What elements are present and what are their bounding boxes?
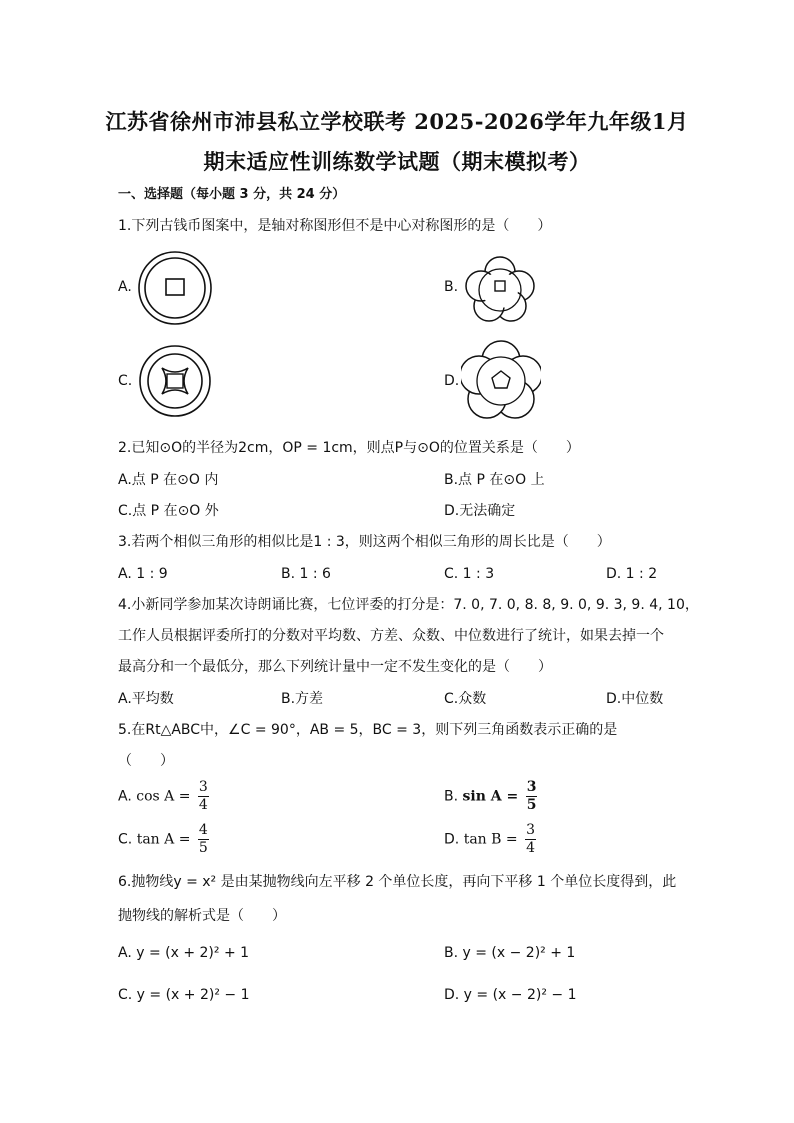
q5-option-a-fraction: $\frac{3}{4}$ <box>198 779 208 813</box>
question-3-stem: 3.若两个相似三角形的相似比是1 : 3，则这两个相似三角形的周长比是（ ） <box>118 534 611 550</box>
coin-a-image <box>136 249 214 327</box>
q4-option-b: B.方差 <box>281 691 324 707</box>
question-1-stem: 1.下列古钱币图案中，是轴对称图形但不是中心对称图形的是（ ） <box>118 218 552 234</box>
q6-option-d: D. y = (x − 2)² − 1 <box>444 987 577 1003</box>
q3-option-c: C. 1 : 3 <box>444 566 495 582</box>
question-5-line-2: （ ） <box>118 753 174 769</box>
q2-option-a: A.点 P 在⊙O 内 <box>118 472 219 488</box>
question-5-line-1: 5.在Rt△ABC中，∠C = 90°，AB = 5，BC = 3，则下列三角函数表示正确的是 <box>118 722 618 738</box>
question-6-line-2: 抛物线的解析式是（ ） <box>118 908 286 924</box>
q6-option-b: B. y = (x − 2)² + 1 <box>444 945 576 961</box>
q1-option-b-label: B. <box>444 279 459 295</box>
q5-option-c-fraction: $\frac{4}{5}$ <box>198 822 208 856</box>
q5-option-b: B. sin A = $\frac{3}{5}$ <box>444 779 537 813</box>
section-heading: 一、选择题（每小题 3 分，共 24 分） <box>118 187 346 202</box>
q3-option-d: D. 1 : 2 <box>606 566 658 582</box>
question-4-line-2: 工作人员根据评委所打的分数对平均数、方差、众数、中位数进行了统计，如果去掉一个 <box>118 628 664 644</box>
question-4-line-1: 4.小新同学参加某次诗朗诵比赛，七位评委的打分是：7. 0, 7. 0, 8. 8, 9. 0, 9. 3, 9. 4, 10， <box>118 597 699 613</box>
q4-option-d: D.中位数 <box>606 691 664 707</box>
coin-c-image <box>137 343 213 419</box>
question-6-line-1: 6.抛物线y = x² 是由某抛物线向左平移 2 个单位长度，再向下平移 1 个单位长度得到，此 <box>118 874 677 890</box>
coin-d-image <box>461 338 541 422</box>
q5-option-a: A. cos A = $\frac{3}{4}$ <box>118 779 208 813</box>
q4-option-c: C.众数 <box>444 691 487 707</box>
q3-option-b: B. 1 : 6 <box>281 566 331 582</box>
exam-title-line-2: 期末适应性训练数学试题（期末模拟考） <box>203 149 591 174</box>
q2-option-c: C.点 P 在⊙O 外 <box>118 503 219 519</box>
q1-option-d-label: D. <box>444 373 460 389</box>
q4-option-a: A.平均数 <box>118 691 174 707</box>
q5-option-d-fraction: $\frac{3}{4}$ <box>526 822 535 856</box>
q2-option-b: B.点 P 在⊙O 上 <box>444 472 545 488</box>
q5-option-b-fraction: $\frac{3}{5}$ <box>526 779 537 813</box>
q6-option-a: A. y = (x + 2)² + 1 <box>118 945 250 961</box>
coin-b-image <box>462 250 538 324</box>
question-2-stem: 2.已知⊙O的半径为2cm，OP = 1cm，则点P与⊙O的位置关系是（ ） <box>118 440 580 456</box>
q1-option-a-label: A. <box>118 279 132 295</box>
question-4-line-3: 最高分和一个最低分，那么下列统计量中一定不发生变化的是（ ） <box>118 659 552 675</box>
exam-title-line-1: 江苏省徐州市沛县私立学校联考 2025-2026学年九年级1月 <box>105 109 689 134</box>
q5-option-c: C. tan A = $\frac{4}{5}$ <box>118 822 208 856</box>
q6-option-c: C. y = (x + 2)² − 1 <box>118 987 250 1003</box>
q2-option-d: D.无法确定 <box>444 503 516 519</box>
q5-option-d: D. tan B = $\frac{3}{4}$ <box>444 822 535 856</box>
q1-option-c-label: C. <box>118 373 133 389</box>
q3-option-a: A. 1 : 9 <box>118 566 168 582</box>
